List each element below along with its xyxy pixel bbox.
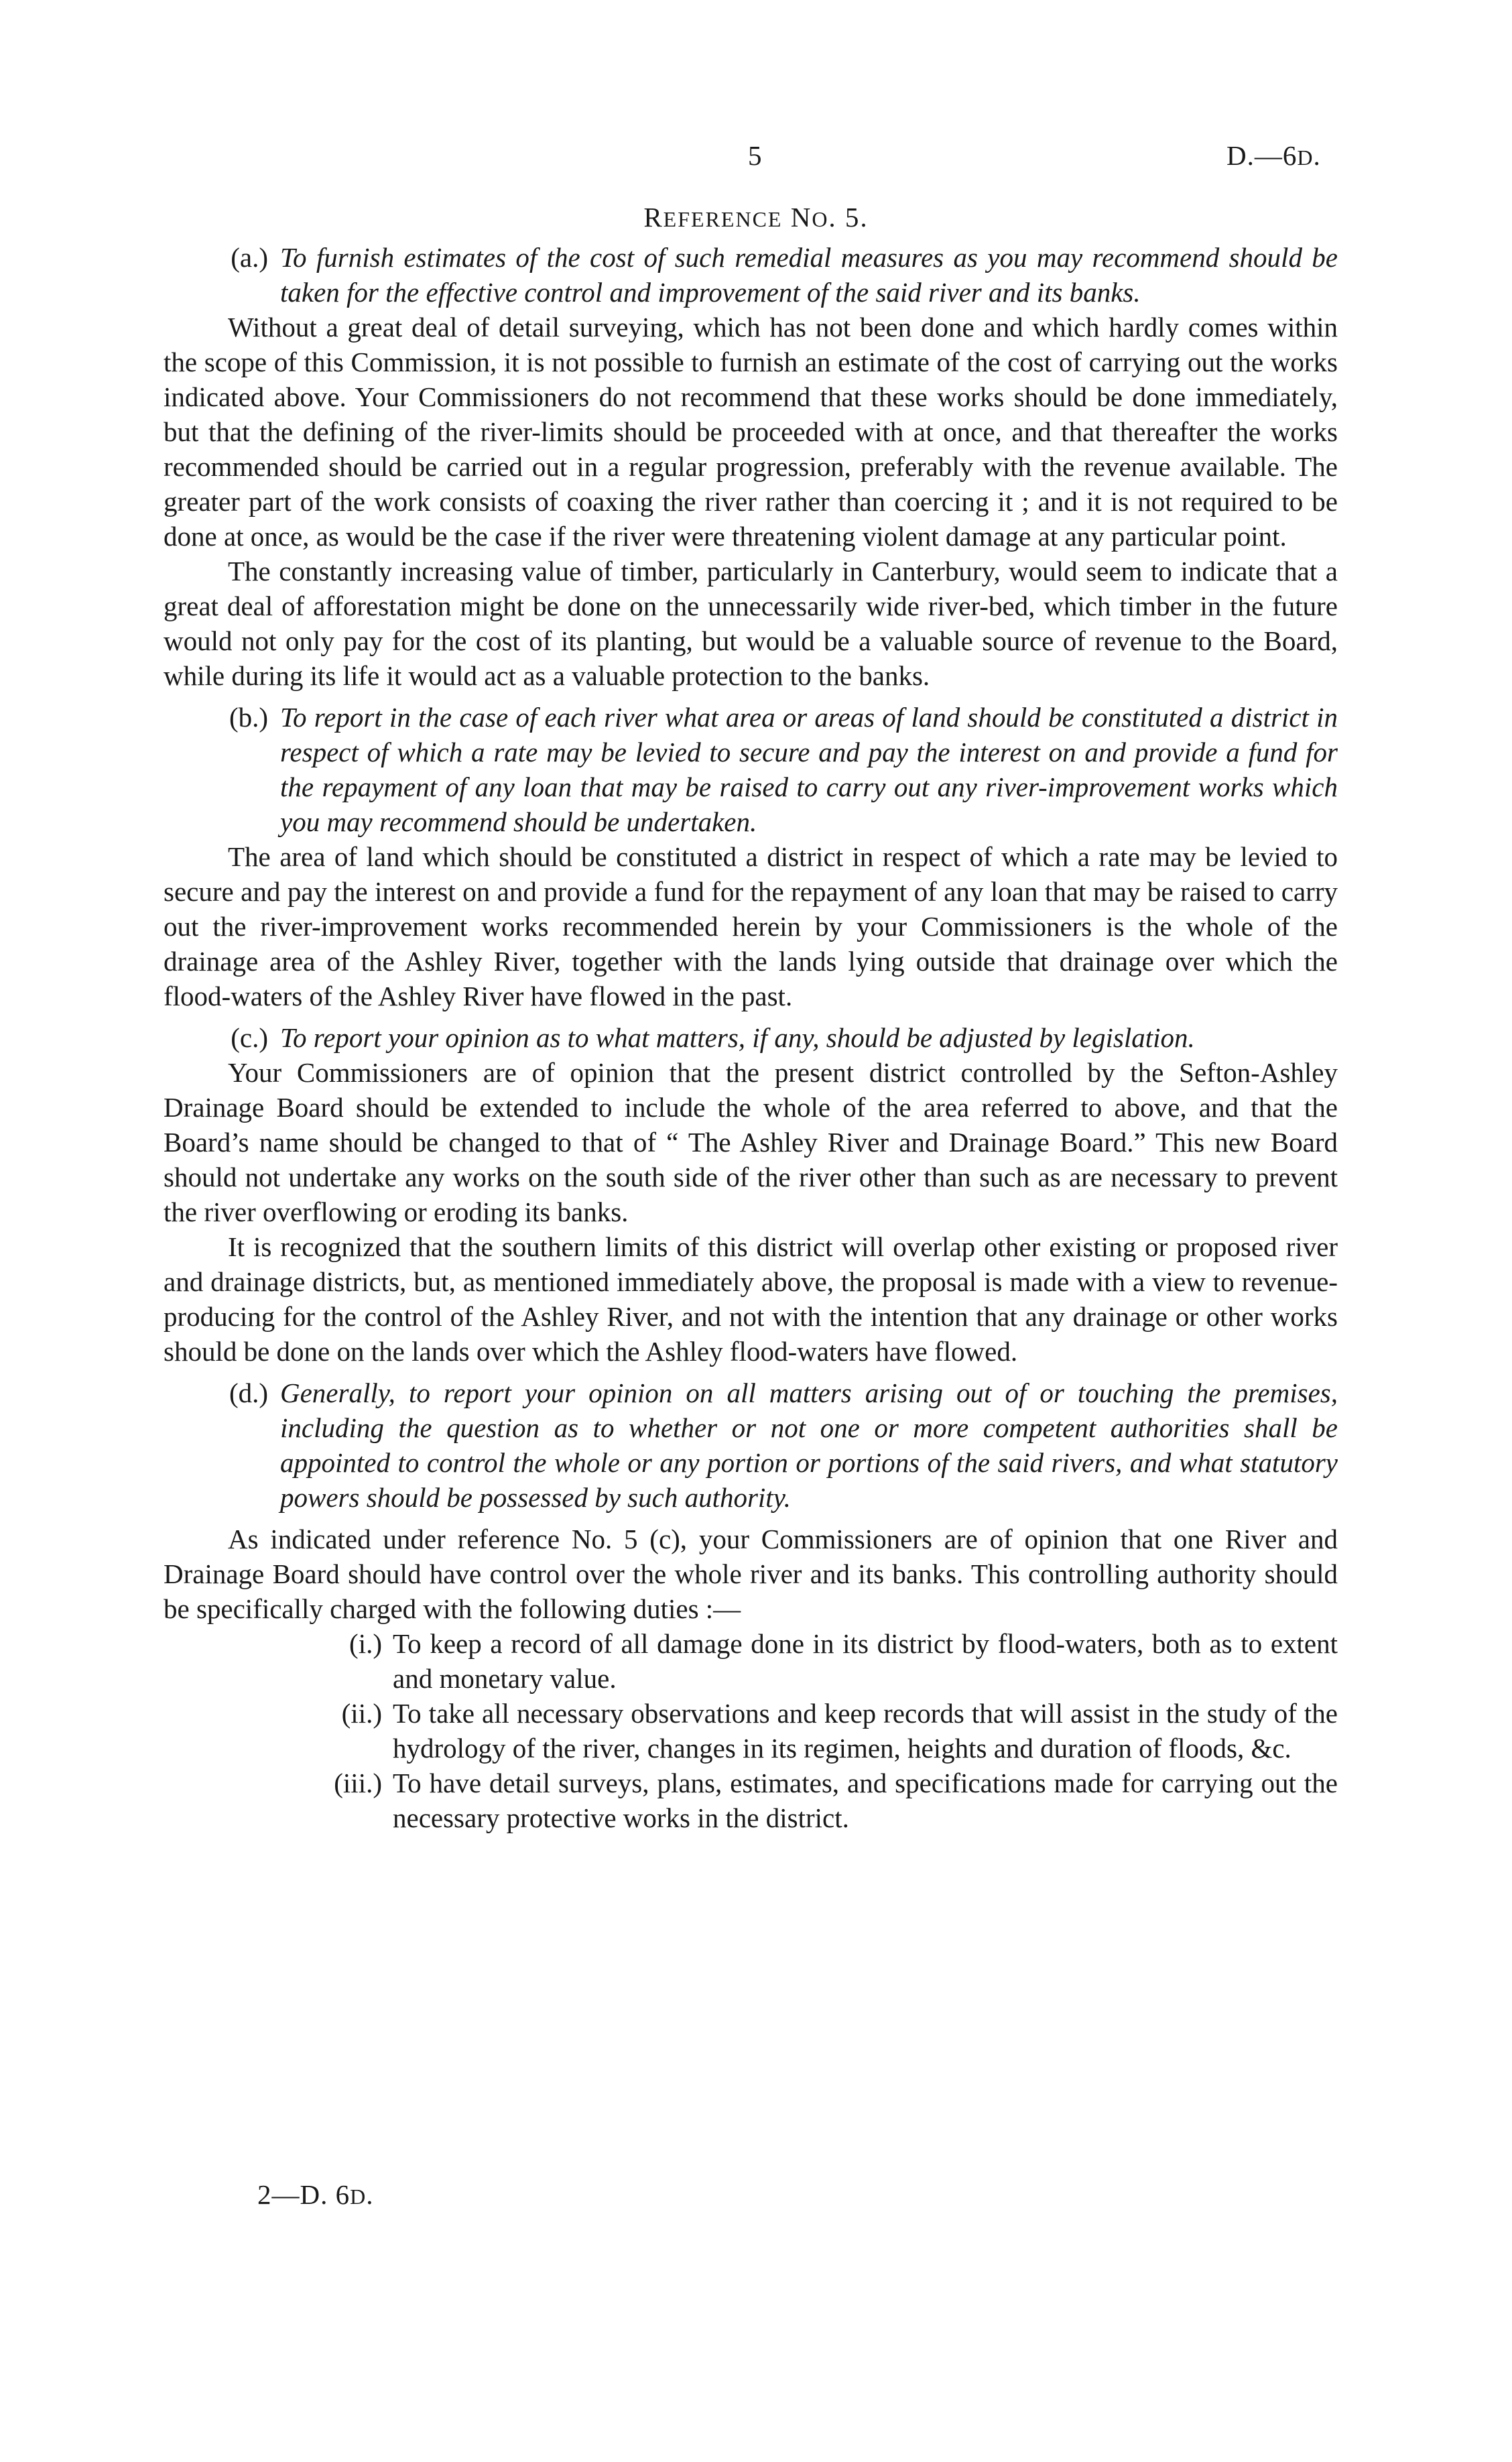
question-label: (a.) [231,242,268,273]
duty-item [164,1696,1338,1766]
paragraph: The area of land which should be constituted a district in respect of which a rate may be levied to secure and pay the interest on and provide a fund for the repayment of any loan that may be raised to carry out the river-improvement works recommended herein by your Commissioners is the whole of the drainage area of the Ashley River, together with the lands lying outside that drainage over which the flood-waters of the Ashley River have flowed in the past. [164,841,1338,1011]
duty-item [164,1626,1338,1696]
question-label: (d.) [229,1377,268,1408]
paragraph: As indicated under reference No. 5 (c), your Commissioners are of opinion that one River and Drainage Board should have control over the whole river and its banks. This controlling authority should be specifically charged with the following duties :— [164,1524,1338,1624]
page-header [0,139,1512,180]
printer-signature: 2—D. 6D. [257,2179,374,2210]
duty-label: (iii.) [334,1768,382,1798]
question-text: To report your opinion as to what matters, if any, should be adjusted by legislation. [280,1022,1195,1053]
document-reference: D.—6D. [1226,140,1321,171]
question-b [164,700,1338,839]
duty-item [164,1766,1338,1835]
question-label: (c.) [231,1022,268,1053]
paragraph: Without a great deal of detail surveying, which has not been done and which hardly comes within the scope of this Commission, it is not possible to furnish an estimate of the cost of carrying out the works indicated above. Your Commissioners do not recommend that these works should be done immediately, but that the defining of the river-limits should be proceeded with at once, and that thereafter the works recommended should be carried out in a regular progression, preferably with the revenue available. The greater part of the work consists of coaxing the river rather than coercing it ; and it is not required to be done at once, as would be the case if the river were threatening violent damage at any particular point. [164,312,1338,552]
question-text: To furnish estimates of the cost of such remedial measures as you may recommend should be taken for the effective control and improvement of the said river and its banks. [280,242,1338,308]
duty-text: To keep a record of all damage done in its district by flood-waters, both as to extent and monetary value. [393,1628,1338,1694]
document-body [164,240,1338,1835]
duty-label: (i.) [349,1628,382,1659]
paragraph: It is recognized that the southern limits of this district will overlap other existing or proposed river and drainage districts, but, as mentioned immediately above, the proposal is made with a view to revenue-producing for the control of the Ashley River, and not with the intention that any drainage or other works should be done on the lands over which the Ashley flood-waters have flowed. [164,1231,1338,1367]
duty-text: To take all necessary observations and keep records that will assist in the study of the hydrology of the river, changes in its regimen, heights and duration of floods, &c. [393,1698,1338,1764]
question-d [164,1375,1338,1515]
question-text: To report in the case of each river what area or areas of land should be constituted a district in respect of which a rate may be levied to secure and pay the interest on and provide a fund for the repayment of any loan that may be raised to carry out any river-improvement works which you may recommend should be undertaken. [280,702,1338,837]
reference-title: REFERENCE NO. 5. [643,202,869,233]
question-c [164,1020,1338,1055]
duty-text: To have detail surveys, plans, estimates, and specifications made for carrying out the necessary protective works in the district. [393,1768,1338,1833]
duty-label: (ii.) [341,1698,382,1729]
page-number: 5 [748,140,762,171]
paragraph: Your Commissioners are of opinion that the present district controlled by the Sefton-Ashley Drainage Board should be extended to include the whole of the area referred to above, and that the Board’s name should be changed to that of “ The Ashley River and Drainage Board.” This new Board should not undertake any works on the south side of the river other than such as are necessary to prevent the river overflowing or eroding its banks. [164,1057,1338,1227]
question-text: Generally, to report your opinion on all matters arising out of or touching the premises, including the question as to whether or not one or more competent authorities shall be appointed to control the whole or any portion or portions of the said rivers, and what statutory powers should be possessed by such authority. [280,1377,1338,1513]
paragraph: The constantly increasing value of timber, particularly in Canterbury, would seem to indicate that a great deal of afforestation might be done on the unnecessarily wide river-bed, which timber in the future would not only pay for the cost of its planting, but would be a valuable source of revenue to the Board, while during its life it would act as a valuable protection to the banks. [164,556,1338,691]
question-label: (b.) [229,702,268,733]
question-a [164,240,1338,310]
